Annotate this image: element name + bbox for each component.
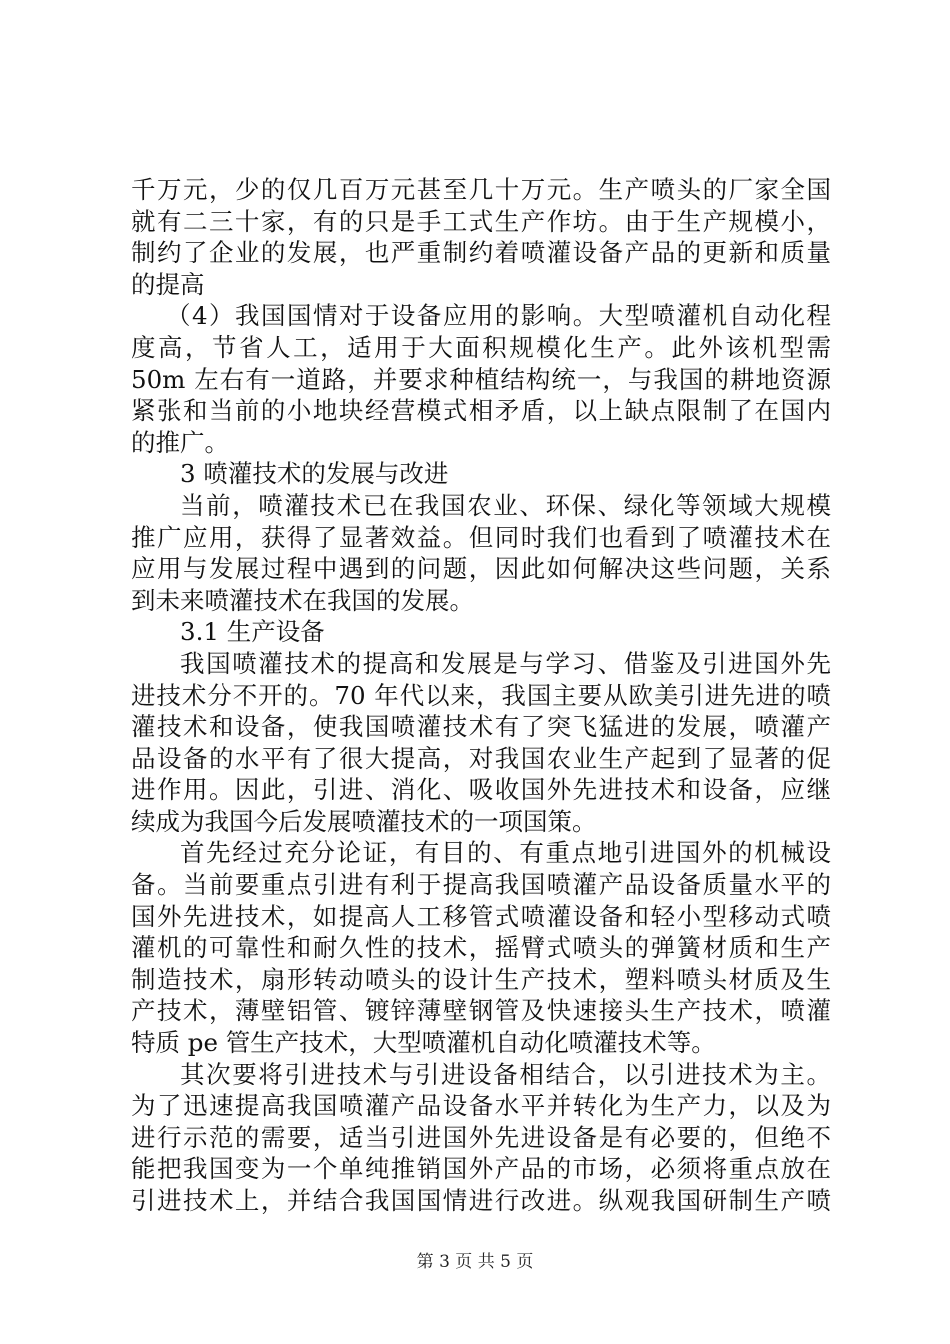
text-line: 度高，节省人工，适用于大面积规模化生产。此外该机型需: [131, 332, 831, 362]
text-line: 的提高: [131, 269, 205, 299]
text-line: 能把我国变为一个单纯推销国外产品的市场，必须将重点放在: [131, 1154, 831, 1184]
page-footer: [0, 1247, 950, 1272]
text-line: 到未来喷灌技术在我国的发展。: [131, 585, 474, 615]
text-line: 灌技术和设备，使我国喷灌技术有了突飞猛进的发展，喷灌产: [131, 712, 831, 742]
text-line: 续成为我国今后发展喷灌技术的一项国策。: [131, 806, 597, 836]
text-line: 的推广。: [131, 427, 229, 457]
page-number: 第 3 页 共 5 页: [416, 1252, 534, 1272]
text-line: 紧张和当前的小地块经营模式相矛盾，以上缺点限制了在国内: [131, 396, 831, 426]
text-line: 就有二三十家，有的只是手工式生产作坊。由于生产规模小，: [131, 206, 831, 236]
text-line: 我国喷灌技术的提高和发展是与学习、借鉴及引进国外先: [180, 648, 831, 678]
text-line: 灌机的可靠性和耐久性的技术，摇臂式喷头的弹簧材质和生产: [131, 933, 831, 963]
text-line: 产技术，薄壁铝管、镀锌薄壁钢管及快速接头生产技术，喷灌: [131, 996, 831, 1026]
text-line: （4）我国国情对于设备应用的影响。大型喷灌机自动化程: [166, 301, 831, 331]
text-line: 推广应用，获得了显著效益。但同时我们也看到了喷灌技术在: [131, 522, 831, 552]
text-line: 应用与发展过程中遇到的问题，因此如何解决这些问题，关系: [131, 554, 831, 584]
text-line: 50m 左右有一道路，并要求种植结构统一，与我国的耕地资源: [131, 364, 831, 394]
text-line: 其次要将引进技术与引进设备相结合，以引进技术为主。: [180, 1059, 831, 1089]
text-line: 备。当前要重点引进有利于提高我国喷灌产品设备质量水平的: [131, 870, 831, 900]
text-line: 制约了企业的发展，也严重制约着喷灌设备产品的更新和质量: [131, 238, 831, 268]
text-line: 为了迅速提高我国喷灌产品设备水平并转化为生产力，以及为: [131, 1091, 831, 1121]
text-line: 品设备的水平有了很大提高，对我国农业生产起到了显著的促: [131, 743, 831, 773]
text-line: 进行示范的需要，适当引进国外先进设备是有必要的，但绝不: [131, 1122, 831, 1152]
text-line: 特质 pe 管生产技术，大型喷灌机自动化喷灌技术等。: [131, 1028, 716, 1058]
subsection-heading: 3.1 生产设备: [180, 617, 325, 647]
document-body: [131, 174, 831, 1217]
text-line: 进技术分不开的。70 年代以来，我国主要从欧美引进先进的喷: [131, 680, 831, 710]
text-line: 当前，喷灌技术已在我国农业、环保、绿化等领域大规模: [180, 490, 831, 520]
text-line: 进作用。因此，引进、消化、吸收国外先进技术和设备，应继: [131, 775, 831, 805]
text-line: 千万元，少的仅几百万元甚至几十万元。生产喷头的厂家全国: [131, 175, 831, 204]
text-line: 引进技术上，并结合我国国情进行改进。纵观我国研制生产喷: [131, 1186, 831, 1215]
section-heading: 3 喷灌技术的发展与改进: [180, 459, 449, 489]
text-line: 国外先进技术，如提高人工移管式喷灌设备和轻小型移动式喷: [131, 901, 831, 931]
text-line: 首先经过充分论证，有目的、有重点地引进国外的机械设: [180, 838, 831, 868]
text-line: 制造技术，扇形转动喷头的设计生产技术，塑料喷头材质及生: [131, 964, 831, 994]
